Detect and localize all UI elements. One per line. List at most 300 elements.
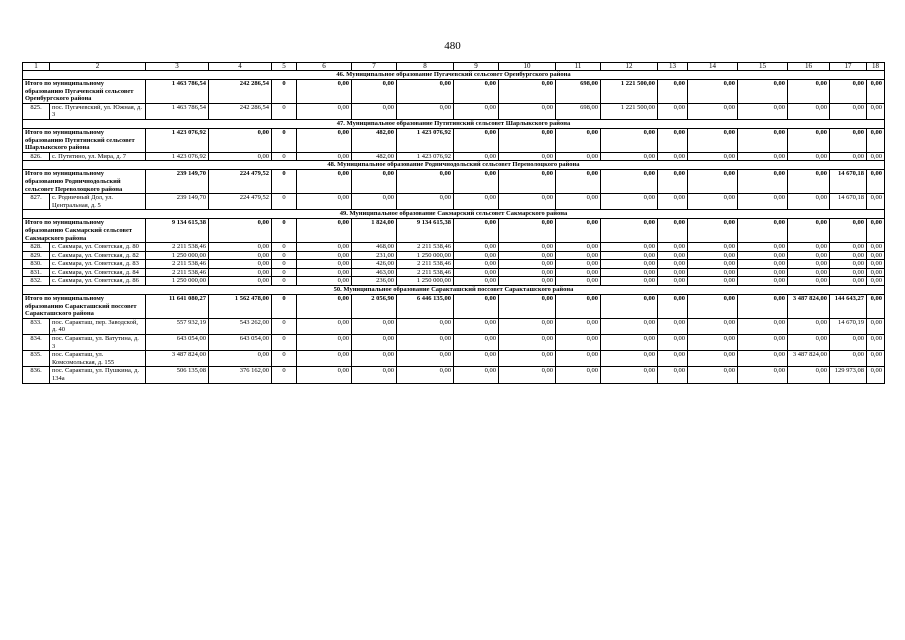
value-cell: 0,00 xyxy=(658,170,688,194)
total-row xyxy=(23,170,885,194)
value-cell: 0,00 xyxy=(688,194,738,210)
column-header: 4 xyxy=(209,63,272,71)
value-cell: 0,00 xyxy=(499,219,556,243)
value-cell: 643 054,00 xyxy=(146,335,209,351)
value-cell: 0,00 xyxy=(830,219,867,243)
value-cell: 0,00 xyxy=(867,318,885,334)
value-cell: 376 162,00 xyxy=(209,367,272,383)
value-cell: 0,00 xyxy=(788,367,830,383)
value-cell: 0,00 xyxy=(788,260,830,269)
value-cell: 0,00 xyxy=(658,219,688,243)
value-cell: 0,00 xyxy=(688,219,738,243)
value-cell: 0,00 xyxy=(867,128,885,152)
value-cell: 0,00 xyxy=(830,251,867,260)
section-row xyxy=(23,119,885,128)
value-cell: 14 670,18 xyxy=(830,194,867,210)
value-cell: 468,00 xyxy=(352,243,397,252)
value-cell: 2 211 538,46 xyxy=(397,260,454,269)
value-cell: 0,00 xyxy=(830,260,867,269)
address-cell: с. Сакмара, ул. Советская, д. 83 xyxy=(50,260,146,269)
value-cell: 0,00 xyxy=(352,367,397,383)
value-cell: 0 xyxy=(272,335,297,351)
value-cell: 224 479,52 xyxy=(209,194,272,210)
value-cell: 0,00 xyxy=(454,277,499,286)
value-cell: 0,00 xyxy=(788,251,830,260)
column-header: 16 xyxy=(788,63,830,71)
value-cell: 0,00 xyxy=(499,351,556,367)
value-cell: 0,00 xyxy=(454,351,499,367)
value-cell: 0,00 xyxy=(867,243,885,252)
value-cell: 0,00 xyxy=(688,170,738,194)
value-cell: 0,00 xyxy=(867,152,885,161)
value-cell: 0,00 xyxy=(352,80,397,104)
value-cell: 1 562 478,00 xyxy=(209,295,272,319)
row-number: 829. xyxy=(23,251,50,260)
value-cell: 0,00 xyxy=(738,80,788,104)
value-cell: 0,00 xyxy=(454,367,499,383)
column-header: 7 xyxy=(352,63,397,71)
value-cell: 0,00 xyxy=(867,260,885,269)
value-cell: 0,00 xyxy=(454,243,499,252)
value-cell: 0,00 xyxy=(454,170,499,194)
value-cell: 0,00 xyxy=(297,170,352,194)
value-cell: 0,00 xyxy=(738,367,788,383)
value-cell: 0,00 xyxy=(297,251,352,260)
section-row xyxy=(23,161,885,170)
value-cell: 1 463 786,54 xyxy=(146,103,209,119)
value-cell: 0 xyxy=(272,318,297,334)
value-cell: 0,00 xyxy=(297,128,352,152)
value-cell: 0,00 xyxy=(601,219,658,243)
value-cell: 0,00 xyxy=(397,194,454,210)
value-cell: 0 xyxy=(272,367,297,383)
value-cell: 3 487 824,00 xyxy=(788,351,830,367)
value-cell: 1 423 076,92 xyxy=(397,152,454,161)
table-row xyxy=(23,318,885,334)
value-cell: 1 221 500,00 xyxy=(601,80,658,104)
value-cell: 0 xyxy=(272,243,297,252)
value-cell: 0,00 xyxy=(830,268,867,277)
row-number: 830. xyxy=(23,260,50,269)
value-cell: 0,00 xyxy=(297,268,352,277)
value-cell: 0,00 xyxy=(601,367,658,383)
value-cell: 0,00 xyxy=(499,335,556,351)
value-cell: 3 487 824,00 xyxy=(146,351,209,367)
value-cell: 0,00 xyxy=(867,268,885,277)
value-cell: 0 xyxy=(272,277,297,286)
row-number: 835. xyxy=(23,351,50,367)
section-title: 50. Муниципальное образование Саракташский поссовет Саракташского района xyxy=(23,286,885,295)
value-cell: 0,00 xyxy=(867,295,885,319)
value-cell: 0,00 xyxy=(556,351,601,367)
value-cell: 0,00 xyxy=(830,277,867,286)
total-label: Итого по муниципальному образованию Сакмарский сельсовет Сакмарского района xyxy=(23,219,146,243)
value-cell: 0,00 xyxy=(688,251,738,260)
value-cell: 0,00 xyxy=(688,351,738,367)
section-title: 48. Муниципальное образование Родничнодольский сельсовет Переволоцкого района xyxy=(23,161,885,170)
value-cell: 239 149,70 xyxy=(146,194,209,210)
value-cell: 129 973,08 xyxy=(830,367,867,383)
value-cell: 0 xyxy=(272,170,297,194)
value-cell: 236,00 xyxy=(352,277,397,286)
value-cell: 0,00 xyxy=(352,103,397,119)
value-cell: 0 xyxy=(272,103,297,119)
address-cell: пос. Саракташ, ул. Пушкина, д. 134а xyxy=(50,367,146,383)
value-cell: 0,00 xyxy=(830,243,867,252)
table-row xyxy=(23,194,885,210)
column-header: 10 xyxy=(499,63,556,71)
value-cell: 0,00 xyxy=(352,170,397,194)
value-cell: 231,00 xyxy=(352,251,397,260)
total-row xyxy=(23,128,885,152)
total-row xyxy=(23,295,885,319)
section-title: 49. Муниципальное образование Сакмарский сельсовет Сакмарского района xyxy=(23,210,885,219)
value-cell: 2 211 538,46 xyxy=(397,243,454,252)
row-number: 828. xyxy=(23,243,50,252)
column-header: 15 xyxy=(738,63,788,71)
value-cell: 0,00 xyxy=(688,243,738,252)
value-cell: 482,00 xyxy=(352,152,397,161)
value-cell: 0,00 xyxy=(454,295,499,319)
value-cell: 0,00 xyxy=(658,251,688,260)
value-cell: 14 670,18 xyxy=(830,170,867,194)
value-cell: 0,00 xyxy=(601,128,658,152)
value-cell: 643 054,00 xyxy=(209,335,272,351)
value-cell: 0,00 xyxy=(499,367,556,383)
value-cell: 0,00 xyxy=(788,80,830,104)
address-cell: пос. Саракташ, ул. Ватутина, д. 3 xyxy=(50,335,146,351)
value-cell: 0,00 xyxy=(556,243,601,252)
value-cell: 0,00 xyxy=(738,194,788,210)
value-cell: 0,00 xyxy=(601,277,658,286)
value-cell: 0,00 xyxy=(788,277,830,286)
value-cell: 0,00 xyxy=(556,318,601,334)
value-cell: 2 211 538,46 xyxy=(146,260,209,269)
table-row xyxy=(23,152,885,161)
table-row xyxy=(23,260,885,269)
value-cell: 0,00 xyxy=(397,80,454,104)
value-cell: 0,00 xyxy=(352,194,397,210)
total-row xyxy=(23,80,885,104)
value-cell: 0,00 xyxy=(830,152,867,161)
value-cell: 0,00 xyxy=(499,243,556,252)
value-cell: 0,00 xyxy=(867,170,885,194)
value-cell: 0,00 xyxy=(556,268,601,277)
value-cell: 0 xyxy=(272,351,297,367)
value-cell: 239 149,70 xyxy=(146,170,209,194)
value-cell: 0,00 xyxy=(601,268,658,277)
table-row xyxy=(23,277,885,286)
value-cell: 0,00 xyxy=(738,318,788,334)
value-cell: 242 286,54 xyxy=(209,80,272,104)
value-cell: 0,00 xyxy=(688,295,738,319)
section-row xyxy=(23,286,885,295)
value-cell: 0,00 xyxy=(658,351,688,367)
table-row xyxy=(23,251,885,260)
value-cell: 0,00 xyxy=(601,194,658,210)
value-cell: 1 250 000,00 xyxy=(397,251,454,260)
value-cell: 698,00 xyxy=(556,103,601,119)
value-cell: 0,00 xyxy=(658,80,688,104)
value-cell: 0,00 xyxy=(658,128,688,152)
value-cell: 0,00 xyxy=(454,260,499,269)
value-cell: 0,00 xyxy=(658,243,688,252)
value-cell: 0,00 xyxy=(556,367,601,383)
value-cell: 0,00 xyxy=(688,152,738,161)
value-cell: 0,00 xyxy=(788,219,830,243)
value-cell: 0,00 xyxy=(601,351,658,367)
address-cell: с. Сакмара, ул. Советская, д. 84 xyxy=(50,268,146,277)
value-cell: 0,00 xyxy=(556,295,601,319)
value-cell: 0 xyxy=(272,295,297,319)
value-cell: 557 932,19 xyxy=(146,318,209,334)
value-cell: 0,00 xyxy=(454,128,499,152)
column-header: 18 xyxy=(867,63,885,71)
value-cell: 0,00 xyxy=(397,170,454,194)
value-cell: 0,00 xyxy=(867,335,885,351)
value-cell: 0,00 xyxy=(601,318,658,334)
value-cell: 0,00 xyxy=(688,335,738,351)
value-cell: 0,00 xyxy=(788,103,830,119)
value-cell: 0,00 xyxy=(499,170,556,194)
value-cell: 543 262,00 xyxy=(209,318,272,334)
value-cell: 0,00 xyxy=(297,335,352,351)
value-cell: 0,00 xyxy=(788,268,830,277)
address-cell: пос. Саракташ, ул. Комсомольская, д. 155 xyxy=(50,351,146,367)
value-cell: 0,00 xyxy=(688,128,738,152)
value-cell: 14 670,19 xyxy=(830,318,867,334)
value-cell: 224 479,52 xyxy=(209,170,272,194)
value-cell: 0,00 xyxy=(658,335,688,351)
value-cell: 426,00 xyxy=(352,260,397,269)
value-cell: 0,00 xyxy=(867,251,885,260)
value-cell: 0,00 xyxy=(499,80,556,104)
section-row xyxy=(23,210,885,219)
row-number: 833. xyxy=(23,318,50,334)
table-row xyxy=(23,268,885,277)
value-cell: 0,00 xyxy=(658,295,688,319)
value-cell: 0,00 xyxy=(738,243,788,252)
value-cell: 0,00 xyxy=(788,318,830,334)
value-cell: 1 250 000,00 xyxy=(146,277,209,286)
value-cell: 0,00 xyxy=(352,318,397,334)
value-cell: 0,00 xyxy=(499,103,556,119)
value-cell: 0,00 xyxy=(209,219,272,243)
column-header: 1 xyxy=(23,63,50,71)
value-cell: 0,00 xyxy=(209,351,272,367)
value-cell: 144 643,27 xyxy=(830,295,867,319)
value-cell: 0,00 xyxy=(601,152,658,161)
data-table xyxy=(22,62,885,384)
value-cell: 0,00 xyxy=(867,80,885,104)
value-cell: 0,00 xyxy=(454,152,499,161)
value-cell: 0,00 xyxy=(788,243,830,252)
value-cell: 0,00 xyxy=(209,243,272,252)
value-cell: 0,00 xyxy=(297,80,352,104)
value-cell: 0,00 xyxy=(601,260,658,269)
value-cell: 0,00 xyxy=(738,219,788,243)
value-cell: 0,00 xyxy=(297,295,352,319)
value-cell: 0,00 xyxy=(209,268,272,277)
value-cell: 0,00 xyxy=(867,103,885,119)
section-row xyxy=(23,71,885,80)
value-cell: 9 134 615,38 xyxy=(397,219,454,243)
value-cell: 0,00 xyxy=(688,80,738,104)
value-cell: 0,00 xyxy=(738,170,788,194)
value-cell: 2 211 538,46 xyxy=(146,243,209,252)
address-cell: с. Сакмара, ул. Советская, д. 80 xyxy=(50,243,146,252)
value-cell: 0,00 xyxy=(738,277,788,286)
address-cell: с. Родничный Дол, ул. Центральная, д. 5 xyxy=(50,194,146,210)
value-cell: 0,00 xyxy=(867,367,885,383)
value-cell: 0,00 xyxy=(556,152,601,161)
address-cell: с. Сакмара, ул. Советская, д. 86 xyxy=(50,277,146,286)
value-cell: 0,00 xyxy=(209,128,272,152)
column-header: 9 xyxy=(454,63,499,71)
column-header-row xyxy=(23,63,885,71)
value-cell: 0,00 xyxy=(738,268,788,277)
address-cell: с. Сакмара, ул. Советская, д. 82 xyxy=(50,251,146,260)
value-cell: 0,00 xyxy=(658,260,688,269)
value-cell: 0 xyxy=(272,80,297,104)
value-cell: 0,00 xyxy=(297,318,352,334)
value-cell: 0,00 xyxy=(658,318,688,334)
value-cell: 3 487 824,00 xyxy=(788,295,830,319)
value-cell: 0,00 xyxy=(788,194,830,210)
total-label: Итого по муниципальному образованию Путятинский сельсовет Шарлыкского района xyxy=(23,128,146,152)
value-cell: 0,00 xyxy=(788,128,830,152)
column-header: 6 xyxy=(297,63,352,71)
value-cell: 0,00 xyxy=(830,351,867,367)
value-cell: 0,00 xyxy=(454,335,499,351)
value-cell: 0,00 xyxy=(209,251,272,260)
row-number: 832. xyxy=(23,277,50,286)
address-cell: пос. Саракташ, пер. Заводской, д. 40 xyxy=(50,318,146,334)
value-cell: 1 463 786,54 xyxy=(146,80,209,104)
value-cell: 0,00 xyxy=(788,152,830,161)
value-cell: 1 423 076,92 xyxy=(397,128,454,152)
value-cell: 0,00 xyxy=(688,103,738,119)
value-cell: 0,00 xyxy=(867,194,885,210)
column-header: 17 xyxy=(830,63,867,71)
value-cell: 0,00 xyxy=(397,318,454,334)
total-label: Итого по муниципальному образованию Родничнодольский сельсовет Переволоцкого района xyxy=(23,170,146,194)
value-cell: 0,00 xyxy=(454,251,499,260)
value-cell: 1 423 076,92 xyxy=(146,152,209,161)
value-cell: 1 824,00 xyxy=(352,219,397,243)
value-cell: 0,00 xyxy=(688,318,738,334)
column-header: 2 xyxy=(50,63,146,71)
value-cell: 0,00 xyxy=(556,170,601,194)
value-cell: 0,00 xyxy=(499,260,556,269)
value-cell: 0,00 xyxy=(688,367,738,383)
value-cell: 0,00 xyxy=(601,335,658,351)
value-cell: 0,00 xyxy=(738,351,788,367)
value-cell: 0,00 xyxy=(397,351,454,367)
value-cell: 0,00 xyxy=(209,260,272,269)
column-header: 3 xyxy=(146,63,209,71)
value-cell: 0,00 xyxy=(499,251,556,260)
value-cell: 0,00 xyxy=(688,277,738,286)
value-cell: 0,00 xyxy=(688,260,738,269)
section-title: 47. Муниципальное образование Путятинский сельсовет Шарлыкского района xyxy=(23,119,885,128)
table-row xyxy=(23,103,885,119)
value-cell: 0,00 xyxy=(738,152,788,161)
value-cell: 0,00 xyxy=(499,318,556,334)
value-cell: 0,00 xyxy=(601,243,658,252)
value-cell: 0,00 xyxy=(297,103,352,119)
value-cell: 0,00 xyxy=(209,277,272,286)
value-cell: 0,00 xyxy=(556,260,601,269)
column-header: 8 xyxy=(397,63,454,71)
row-number: 836. xyxy=(23,367,50,383)
column-header: 14 xyxy=(688,63,738,71)
value-cell: 0,00 xyxy=(297,152,352,161)
value-cell: 506 135,08 xyxy=(146,367,209,383)
value-cell: 0,00 xyxy=(788,335,830,351)
value-cell: 1 250 000,00 xyxy=(146,251,209,260)
value-cell: 0,00 xyxy=(297,194,352,210)
value-cell: 0 xyxy=(272,194,297,210)
value-cell: 0,00 xyxy=(499,194,556,210)
value-cell: 0 xyxy=(272,152,297,161)
value-cell: 0,00 xyxy=(556,128,601,152)
value-cell: 0,00 xyxy=(556,277,601,286)
row-number: 834. xyxy=(23,335,50,351)
value-cell: 0,00 xyxy=(499,295,556,319)
value-cell: 0,00 xyxy=(601,170,658,194)
value-cell: 0,00 xyxy=(556,194,601,210)
value-cell: 0,00 xyxy=(499,277,556,286)
value-cell: 0,00 xyxy=(397,367,454,383)
row-number: 826. xyxy=(23,152,50,161)
value-cell: 0,00 xyxy=(738,260,788,269)
value-cell: 0,00 xyxy=(830,335,867,351)
value-cell: 0,00 xyxy=(499,128,556,152)
value-cell: 0,00 xyxy=(738,295,788,319)
value-cell: 0,00 xyxy=(352,335,397,351)
value-cell: 0,00 xyxy=(454,80,499,104)
value-cell: 0,00 xyxy=(658,152,688,161)
value-cell: 0,00 xyxy=(658,268,688,277)
page-number: 480 xyxy=(444,40,461,52)
value-cell: 0,00 xyxy=(297,260,352,269)
value-cell: 482,00 xyxy=(352,128,397,152)
value-cell: 0 xyxy=(272,260,297,269)
value-cell: 0,00 xyxy=(867,277,885,286)
value-cell: 0,00 xyxy=(830,80,867,104)
row-number: 825. xyxy=(23,103,50,119)
value-cell: 0,00 xyxy=(454,194,499,210)
value-cell: 0,00 xyxy=(658,103,688,119)
value-cell: 0,00 xyxy=(738,128,788,152)
value-cell: 0,00 xyxy=(297,367,352,383)
table-row xyxy=(23,335,885,351)
value-cell: 0,00 xyxy=(830,128,867,152)
value-cell: 0,00 xyxy=(830,103,867,119)
value-cell: 0,00 xyxy=(454,103,499,119)
value-cell: 0,00 xyxy=(454,219,499,243)
column-header: 12 xyxy=(601,63,658,71)
value-cell: 698,00 xyxy=(556,80,601,104)
value-cell: 0 xyxy=(272,219,297,243)
value-cell: 242 286,54 xyxy=(209,103,272,119)
value-cell: 6 446 135,00 xyxy=(397,295,454,319)
table-row xyxy=(23,243,885,252)
value-cell: 2 211 538,46 xyxy=(146,268,209,277)
value-cell: 0,00 xyxy=(867,219,885,243)
value-cell: 1 423 076,92 xyxy=(146,128,209,152)
